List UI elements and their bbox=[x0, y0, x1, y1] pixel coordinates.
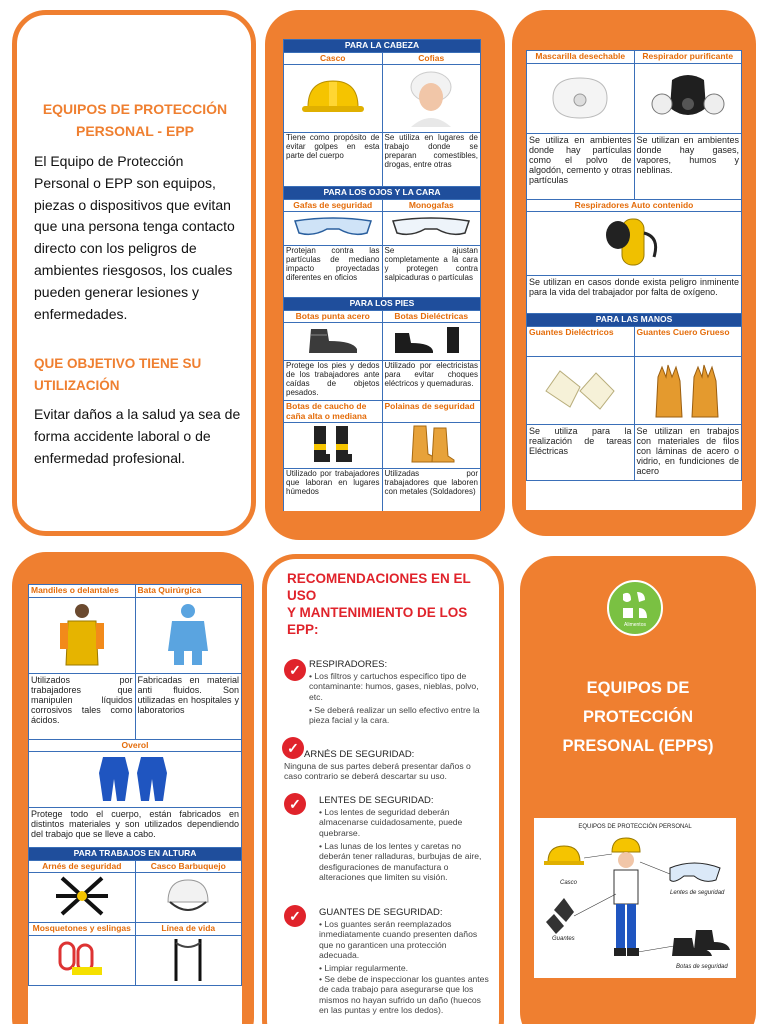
mascarilla-desc: Se utiliza en ambientes donde hay partículas como el polvo de algodón, cemento y otras partículas bbox=[527, 133, 635, 199]
botas-punta-desc: Protege los pies y dedos de los trabajadores ante caídas de objetos pesados. bbox=[284, 361, 383, 401]
coverall-image bbox=[29, 752, 242, 808]
apron-image bbox=[29, 597, 136, 673]
guantes-line-3: • Se debe de inspeccionar los guantes antes de cada trabajo para asegurarse que los mismos no hayan sufrido un daño (huecos en las puntas y entre los dedos). bbox=[319, 974, 489, 1015]
logo-text: Alimentos bbox=[624, 622, 646, 628]
label-guantes: Guantes bbox=[552, 936, 575, 942]
arnes-heading: ARNÉS DE SEGURIDAD: bbox=[304, 749, 415, 760]
goggles-image bbox=[382, 212, 481, 246]
cover-title: EQUIPOS DE PROTECCIÓN PRESONAL (EPPS) bbox=[562, 679, 714, 755]
purifying-respirator-image bbox=[634, 63, 742, 133]
casco-barb-label: Casco Barbuquejo bbox=[135, 860, 242, 873]
scba-image bbox=[527, 212, 742, 276]
lifeline-image bbox=[135, 935, 242, 985]
overol-label: Overol bbox=[29, 739, 242, 752]
guantes-cuero-desc: Se utilizan en trabajos con materiales de filos con láminas de acero o vidrio, en fundiciones de acero bbox=[634, 424, 742, 480]
overol-desc: Protege todo el cuerpo, están fabricados en distintos materiales y son utilizados dependiendo del trabajo que se lleve a cabo. bbox=[29, 808, 242, 848]
disposable-mask-image bbox=[527, 63, 635, 133]
mandiles-label: Mandiles o delantales bbox=[29, 585, 136, 598]
monogafas-desc: Se ajustan completamente a la cara y protegen contra salpicaduras o partículas bbox=[382, 246, 481, 298]
worker-illustration bbox=[534, 818, 736, 978]
harness-image bbox=[29, 873, 136, 923]
leather-gloves-image bbox=[634, 356, 742, 424]
feet-section-header: PARA LOS PIES bbox=[284, 298, 481, 311]
lentes-line-1: • Los lentes de seguridad deberán almacenarse cuidadosamente, puede quebrarse. bbox=[319, 807, 463, 838]
botas-caucho-desc: Utilizado por trabajadores que laboran en lugares húmedos bbox=[284, 469, 383, 511]
respirador-desc: Se utilizan en ambientes donde hay gases, vapores, humos y neblinas. bbox=[634, 133, 742, 199]
label-botas: Botas de seguridad bbox=[676, 964, 728, 970]
intro-panel bbox=[12, 10, 256, 536]
guantes-heading: GUANTES DE SEGURIDAD: bbox=[319, 907, 443, 918]
gafas-desc: Protejan contra las partículas de mediano impacto proyectadas diferentes en oficios bbox=[284, 246, 383, 298]
hairnet-image bbox=[382, 65, 481, 133]
rubber-boots-image bbox=[284, 423, 383, 469]
head-section-header: PARA LA CABEZA bbox=[284, 40, 481, 53]
monogafas-label: Monogafas bbox=[382, 199, 481, 212]
panel1-title: EQUIPOS DE PROTECCIÓN PERSONAL - EPP bbox=[42, 101, 228, 139]
hands-section-header: PARA LAS MANOS bbox=[527, 314, 742, 327]
figure-title: EQUIPOS DE PROTECCIÓN PERSONAL bbox=[578, 824, 692, 830]
bata-label: Bata Quirúrgica bbox=[135, 585, 242, 598]
mosquetones-label: Mosquetones y eslingas bbox=[29, 923, 136, 936]
botas-punta-label: Botas punta acero bbox=[284, 310, 383, 323]
guantes-line-1: • Los guantes serán reemplazados inmediatamente cuando presenten daños que no garanticen una protección adecuada. bbox=[319, 919, 478, 960]
check-icon: ✓ bbox=[284, 659, 306, 681]
check-icon: ✓ bbox=[284, 905, 306, 927]
brand-logo bbox=[607, 580, 663, 636]
hard-hat-image bbox=[284, 65, 383, 133]
head-eyes-feet-panel bbox=[265, 10, 505, 540]
carabiners-image bbox=[29, 935, 136, 985]
cofias-desc: Se utiliza en lugares de trabajo donde se preparan comestibles, drogas, entre otras bbox=[382, 133, 481, 187]
autocontenido-desc: Se utilizan en casos donde exista peligro inminente para la vida del trabajador por falta de oxígeno. bbox=[527, 276, 742, 314]
check-icon: ✓ bbox=[284, 793, 306, 815]
recommendations-title: RECOMENDACIONES EN EL USO Y MANTENIMIENTO DE LOS EPP: bbox=[287, 571, 471, 637]
body-table bbox=[28, 584, 242, 986]
leggings-image bbox=[382, 423, 481, 469]
check-icon: ✓ bbox=[282, 737, 304, 759]
dielectric-boots-image bbox=[382, 323, 481, 361]
recommendations-panel bbox=[262, 554, 504, 1024]
casco-label: Casco bbox=[284, 52, 383, 65]
respirador-label: Respirador purificante bbox=[634, 51, 742, 64]
lentes-heading: LENTES DE SEGURIDAD: bbox=[319, 795, 434, 806]
mascarilla-label: Mascarilla desechable bbox=[527, 51, 635, 64]
respiratory-table bbox=[526, 50, 742, 481]
height-section-header: PARA TRABAJOS EN ALTURA bbox=[29, 848, 242, 861]
lentes-line-2: • Las lunas de los lentes y caretas no deberán tener ralladuras, burbujas de aire, desfiguraciones de manufactura o alteraciones que limiten su visión. bbox=[319, 841, 482, 882]
polainas-label: Polainas de seguridad bbox=[382, 401, 481, 423]
panel1-intro: El Equipo de Protección Personal o EPP son equipos, piezas o dispositivos que evitan que una persona tenga contacto directo con los peligros de ambientes riesgosos, los cuales pueden generar lesiones y enfermedades. bbox=[34, 153, 235, 322]
arnes-line-1: Ninguna de sus partes deberá presentar daños o caso contrario se deberá descartar su uso. bbox=[284, 761, 471, 782]
bata-desc: Fabricadas en material anti fluidos. Son utilizadas en hospitales y laboratorios bbox=[135, 673, 242, 739]
respiradores-line-2: • Se deberá realizar un sello efectivo entre la pieza facial y la cara. bbox=[309, 705, 480, 726]
guantes-line-2: • Limpiar regularmente. bbox=[319, 963, 408, 973]
casco-desc: Tiene como propósito de evitar golpes en esta parte del cuerpo bbox=[284, 133, 383, 187]
steel-toe-boots-image bbox=[284, 323, 383, 361]
cover-panel bbox=[520, 556, 756, 1024]
surgical-gown-image bbox=[135, 597, 242, 673]
botas-diel-label: Botas Dieléctricas bbox=[382, 310, 481, 323]
gafas-label: Gafas de seguridad bbox=[284, 199, 383, 212]
head-table bbox=[283, 39, 481, 511]
epp-figure bbox=[534, 818, 736, 978]
label-lentes: Lentes de seguridad bbox=[670, 890, 725, 896]
body-height-panel bbox=[12, 552, 254, 1024]
label-casco: Casco bbox=[560, 880, 578, 886]
guantes-diel-desc: Se utiliza para la realización de tareas Eléctricas bbox=[527, 424, 635, 480]
polainas-desc: Utilizadas por trabajadores que laboren con metales (Soldadores) bbox=[382, 469, 481, 511]
botas-diel-desc: Utilizado por electricistas para evitar choques eléctricos y quemaduras. bbox=[382, 361, 481, 401]
dielectric-gloves-image bbox=[527, 356, 635, 424]
guantes-cuero-label: Guantes Cuero Grueso bbox=[634, 326, 742, 356]
panel1-objective-title: QUE OBJETIVO TIENE SU UTILIZACIÓN bbox=[34, 356, 202, 393]
botas-caucho-label: Botas de caucho de caña alta o mediana bbox=[284, 401, 383, 423]
autocontenido-label: Respiradores Auto contenido bbox=[527, 199, 742, 212]
chin-strap-helmet-image bbox=[135, 873, 242, 923]
cofias-label: Cofias bbox=[382, 52, 481, 65]
panel1-objective-text: Evitar daños a la salud ya sea de forma accidente laboral o de enfermedad profesional. bbox=[34, 406, 241, 466]
arnes-label: Arnés de seguridad bbox=[29, 860, 136, 873]
respiradores-line-1: • Los filtros y cartuchos especifico tipo de contaminante: humos, gases, nieblas, polvo, etc. bbox=[309, 671, 479, 702]
guantes-diel-label: Guantes Dieléctricos bbox=[527, 326, 635, 356]
linea-vida-label: Línea de vida bbox=[135, 923, 242, 936]
respiradores-heading: RESPIRADORES: bbox=[309, 659, 388, 670]
safety-glasses-image bbox=[284, 212, 383, 246]
respiratory-hands-panel bbox=[512, 10, 756, 536]
eyes-section-header: PARA LOS OJOS Y LA CARA bbox=[284, 187, 481, 200]
mandiles-desc: Utilizados por trabajadores que manipulen líquidos corrosivos tales como ácidos. bbox=[29, 673, 136, 739]
